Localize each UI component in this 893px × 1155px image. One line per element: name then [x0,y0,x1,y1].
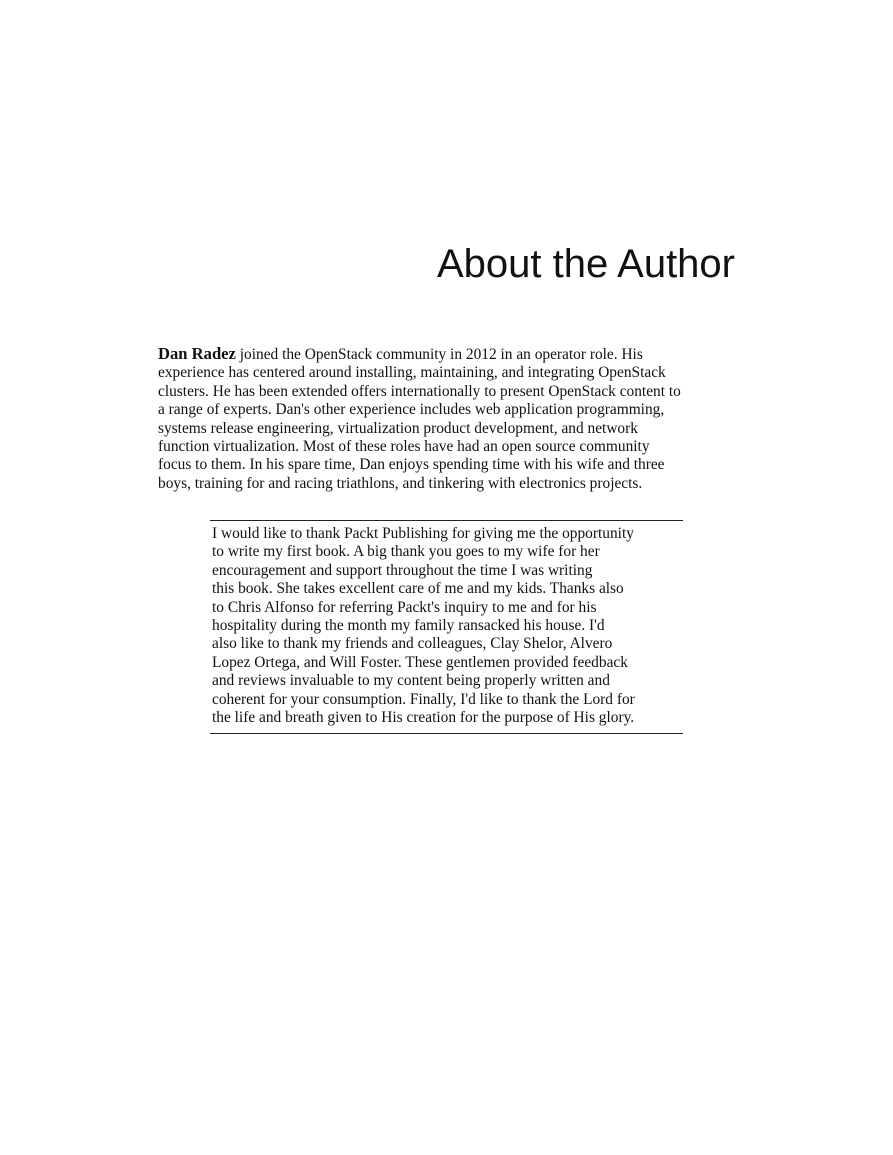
bio-line: boys, training for and racing triathlons, and tinkering with electronics projects. [158,474,643,492]
page-title: About the Author [436,242,735,286]
bio-line: function virtualization. Most of these roles have had an open source community [158,438,650,456]
author-name: Dan Radez [158,344,236,363]
acknowledgement-line: this book. She takes excellent care of me and my kids. Thanks also [212,580,624,598]
acknowledgement-line: to write my first book. A big thank you goes to my wife for her [212,543,600,561]
acknowledgement-line: encouragement and support throughout the time I was writing [212,561,593,579]
bio-line: a range of experts. Dan's other experience includes web application programming, [158,401,665,419]
bio-lines [158,364,738,493]
acknowledgement-line: to Chris Alfonso for referring Packt's inquiry to me and for his [212,598,597,616]
acknowledgement-line: coherent for your consumption. Finally, I'd like to thank the Lord for [212,690,635,708]
bio-first-line [158,345,738,364]
acknowledgement-box [210,520,683,734]
acknowledgement-line: I would like to thank Packt Publishing for giving me the opportunity [212,525,634,542]
bio-line: experience has centered around installing, maintaining, and integrating OpenStack [158,364,666,382]
acknowledgement-line: hospitality during the month my family ransacked his house. I'd [212,617,605,635]
acknowledgement-line: the life and breath given to His creation for the purpose of His glory. [212,709,635,727]
acknowledgement-line: and reviews invaluable to my content being properly written and [212,672,610,690]
bio-line: systems release engineering, virtualization product development, and network [158,419,638,437]
bio-first-line-text: joined the OpenStack community in 2012 in an operator role. His [235,346,643,363]
bio-line: focus to them. In his spare time, Dan enjoys spending time with his wife and three [158,456,665,474]
acknowledgement-line: also like to thank my friends and colleagues, Clay Shelor, Alvero [212,635,613,653]
acknowledgement-line: Lopez Ortega, and Will Foster. These gentlemen provided feedback [212,653,628,671]
author-bio [158,345,738,493]
bio-line: clusters. He has been extended offers internationally to present OpenStack content to [158,382,681,400]
